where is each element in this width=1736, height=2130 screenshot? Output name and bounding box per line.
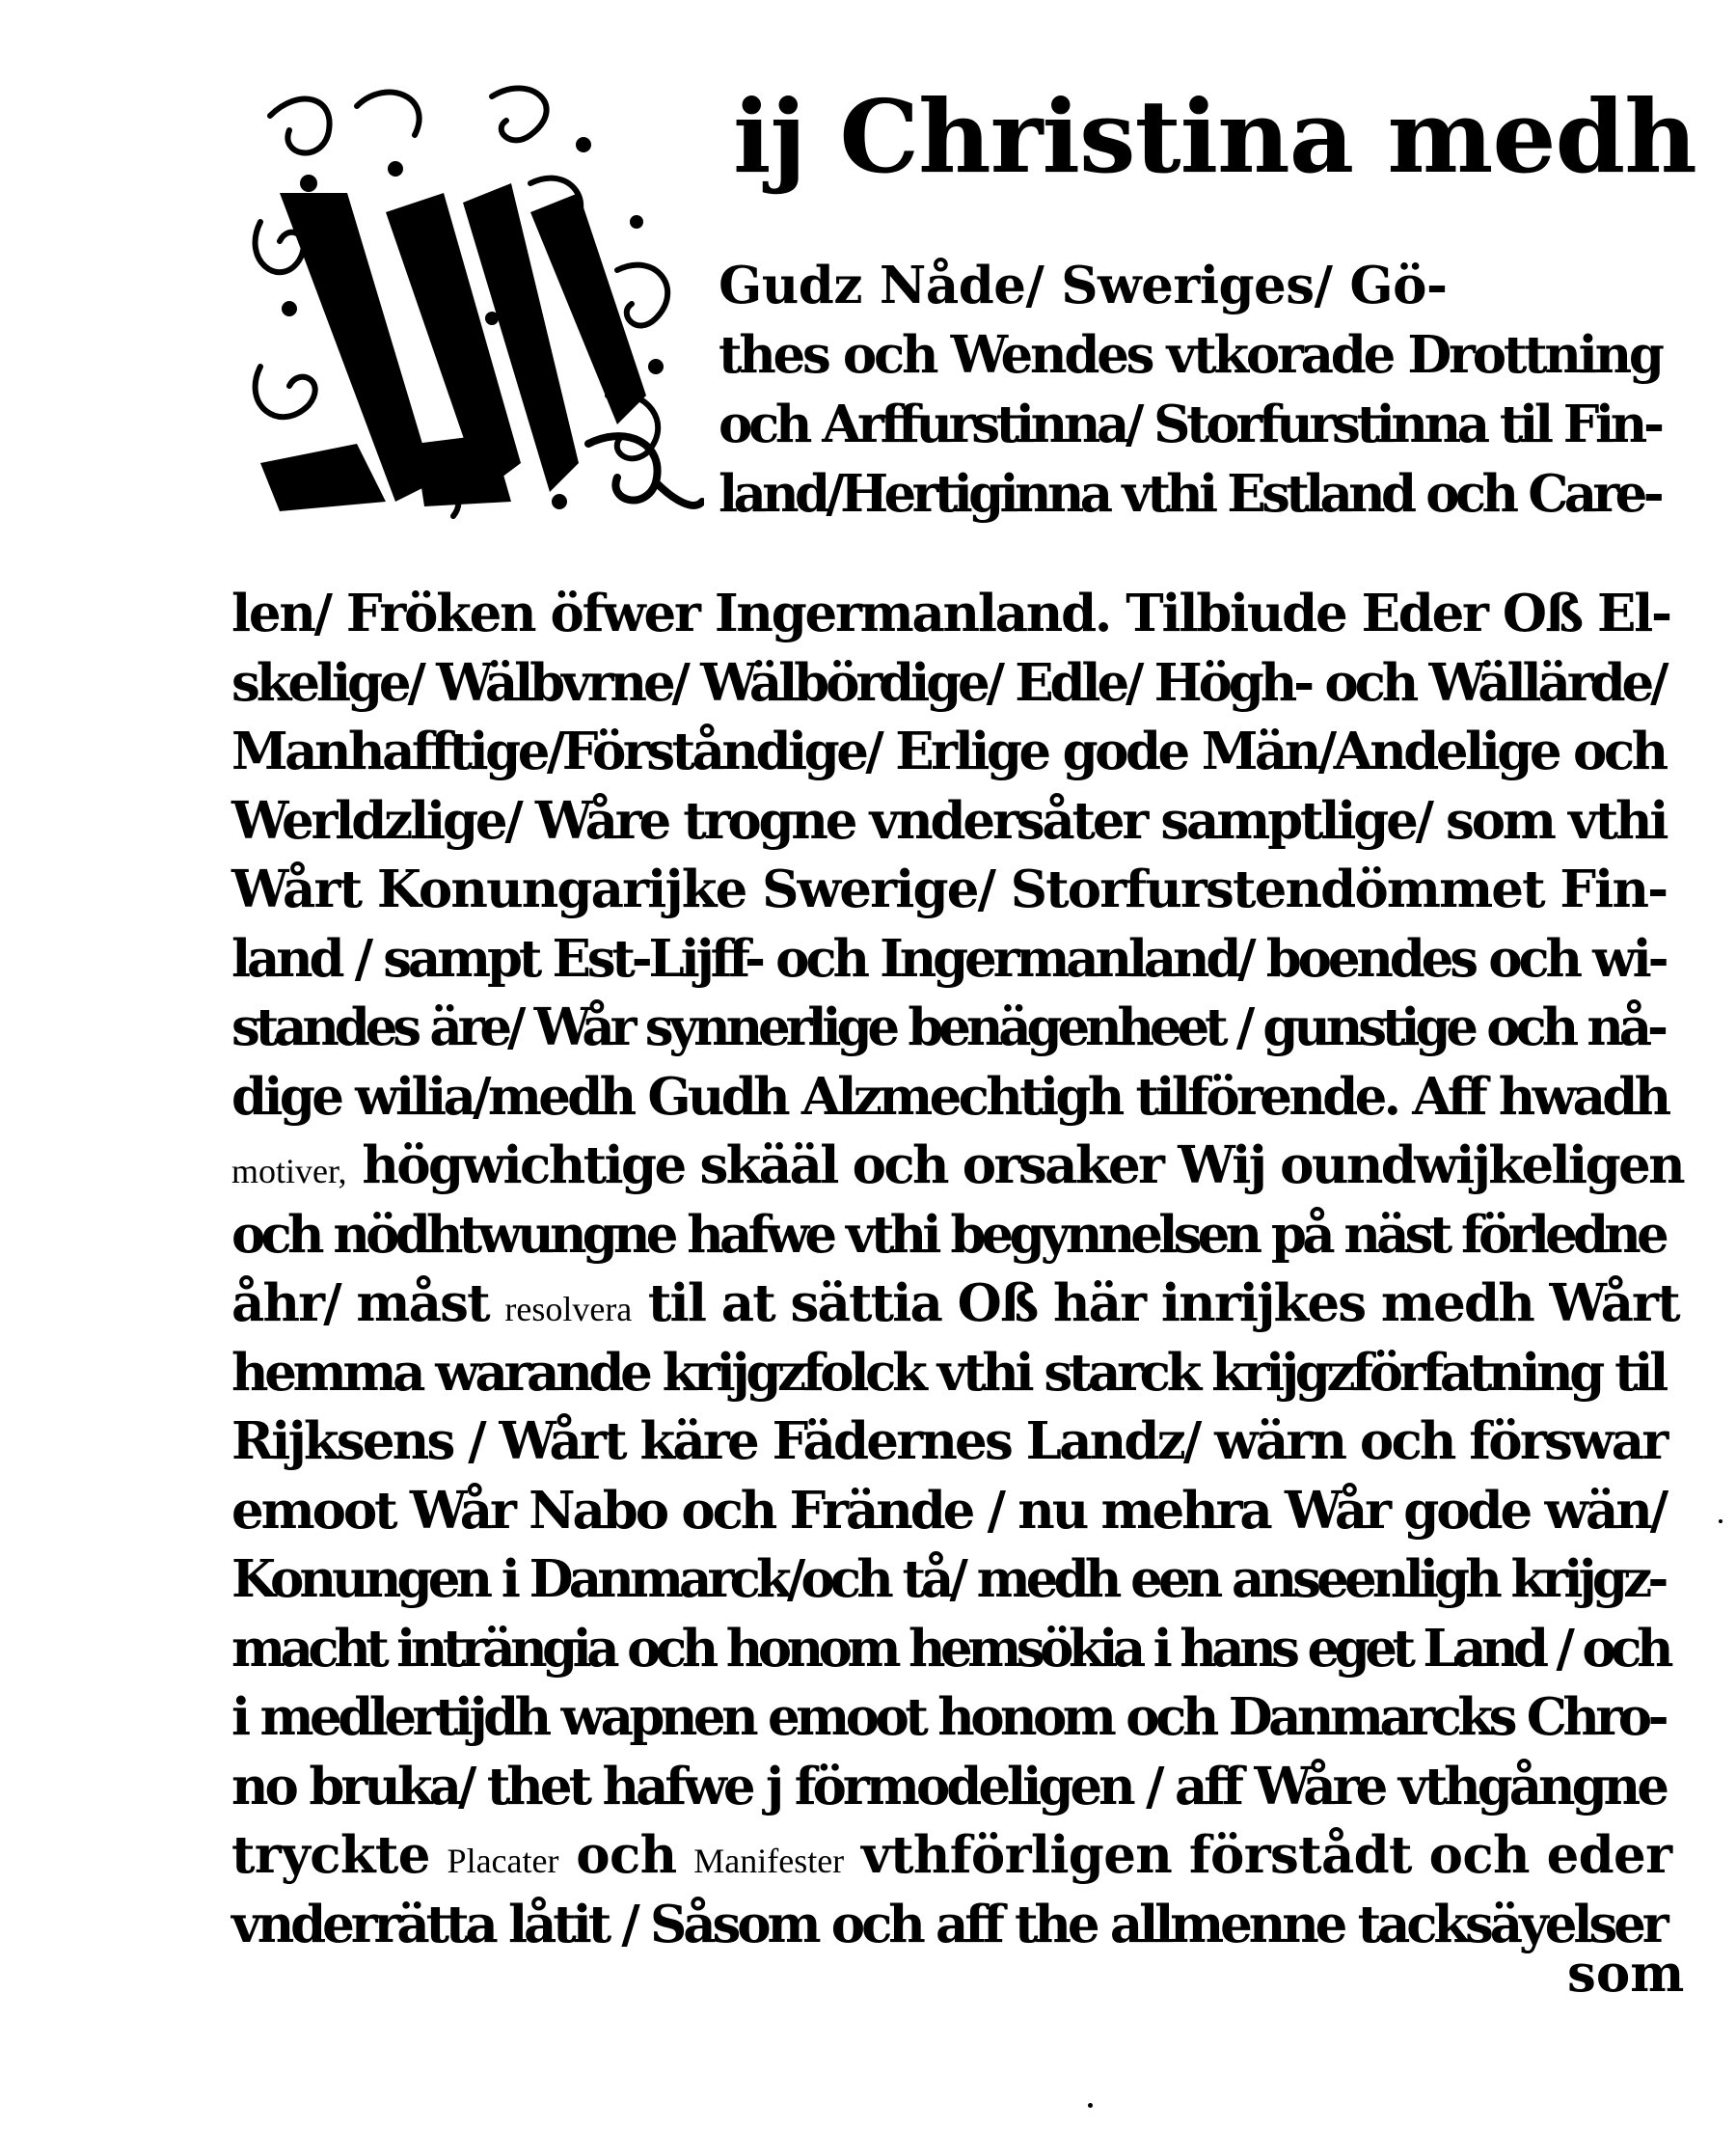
text-line <box>231 1135 1684 1195</box>
text-line <box>231 928 1666 989</box>
text-segment: land/Hertiginna vthi Estland och Care- <box>719 464 1661 524</box>
text-segment: no bruka/ thet hafwe j förmodeligen / aff Wåre vthgångne <box>231 1756 1666 1816</box>
text-line <box>719 256 1448 315</box>
text-line <box>231 1204 1665 1265</box>
text-segment: Wårt Konungarijke Swerige/ Storfurstendömmet Fin- <box>231 860 1668 919</box>
text-line <box>231 584 1670 643</box>
latin-word: motiver, <box>231 1152 347 1190</box>
text-line <box>231 722 1666 781</box>
text-segment: och Arffurstinna/ Storfurstinna til Fin- <box>719 395 1661 454</box>
text-segment: Manhafftige/Förståndige/ Erlige gode Män/Andelige och <box>231 722 1666 781</box>
ink-speck <box>1088 2103 1093 2108</box>
text-segment: dige wilia/medh Gudh Alzmechtigh tilförende. Aff hwadh <box>231 1066 1668 1127</box>
text-line <box>231 1825 1672 1885</box>
text-segment: thes och Wendes vtkorade Drottning <box>719 325 1662 385</box>
text-segment: skelige/ Wälbvrne/ Wälbördige/ Edle/ Högh- och Wällärde/ <box>231 652 1666 713</box>
latin-word: Manifester <box>693 1842 845 1880</box>
text-segment: hemma warande krijgzfolck vthi starck krijgzförfatning til <box>231 1342 1665 1403</box>
ornament-initial-icon <box>241 77 704 531</box>
text-line <box>231 652 1666 713</box>
text-line <box>719 325 1662 385</box>
text-segment: Rijksens / Wårt käre Fädernes Landz/ wärn och förswar <box>231 1411 1667 1471</box>
text-line <box>231 1411 1667 1471</box>
text-segment: Werldzlige/ Wåre trogne vndersåter samptlige/ som vthi <box>231 790 1667 851</box>
text-segment: land / sampt Est-Lijff- och Ingermanland/ boendes och wi- <box>231 928 1666 989</box>
text-segment: i medlertijdh wapnen emoot honom och Danmarcks Chro- <box>231 1687 1666 1747</box>
heading-line: ij Christina medh <box>733 77 1696 196</box>
text-line <box>231 1756 1666 1816</box>
text-segment: åhr/ måst <box>231 1273 505 1333</box>
text-line <box>231 1618 1669 1679</box>
text-line <box>231 1480 1666 1541</box>
catchword: som <box>1567 1944 1685 2004</box>
latin-word: Placater <box>447 1842 559 1880</box>
text-line <box>231 1066 1668 1127</box>
text-segment: vthförligen förstådt och eder <box>844 1825 1672 1885</box>
text-segment: macht inträngia och honom hemsökia i hans eget Land / och <box>231 1618 1669 1679</box>
text-segment: och nödhtwungne hafwe vthi begynnelsen på näst förledne <box>231 1204 1665 1265</box>
decorated-initial <box>241 77 704 531</box>
text-line <box>231 1549 1665 1609</box>
text-segment: tryckte <box>231 1825 448 1885</box>
text-line <box>231 1273 1679 1333</box>
text-segment: vnderrätta låtit / Såsom och aff the allmenne tacksäyelser <box>231 1894 1666 1954</box>
text-segment: Konungen i Danmarck/och tå/ medh een anseenligh krijgz- <box>231 1549 1665 1609</box>
text-line <box>231 997 1664 1057</box>
latin-word: resolvera <box>504 1290 633 1328</box>
text-segment: Gudz Nåde/ Sweriges/ Gö- <box>719 256 1448 315</box>
text-line <box>231 860 1668 919</box>
text-line <box>231 1687 1666 1747</box>
text-line <box>231 1894 1666 1954</box>
text-line <box>719 395 1661 454</box>
ink-speck <box>1719 1519 1722 1523</box>
text-segment: högwichtige skääl och orsaker Wij oundwijkeligen <box>346 1135 1684 1195</box>
text-segment: len/ Fröken öfwer Ingermanland. Tilbiude Eder Oß El- <box>231 584 1670 643</box>
text-line <box>719 464 1661 524</box>
text-line <box>231 1342 1665 1403</box>
text-segment: emoot Wår Nabo och Frände / nu mehra Wår gode wän/ <box>231 1480 1666 1541</box>
text-segment: til at sättia Oß här inrijkes medh Wårt <box>632 1273 1679 1333</box>
text-segment: standes äre/ Wår synnerlige benägenheet / gunstige och nå- <box>231 997 1664 1057</box>
text-segment: och <box>558 1825 694 1885</box>
text-line <box>231 790 1667 851</box>
